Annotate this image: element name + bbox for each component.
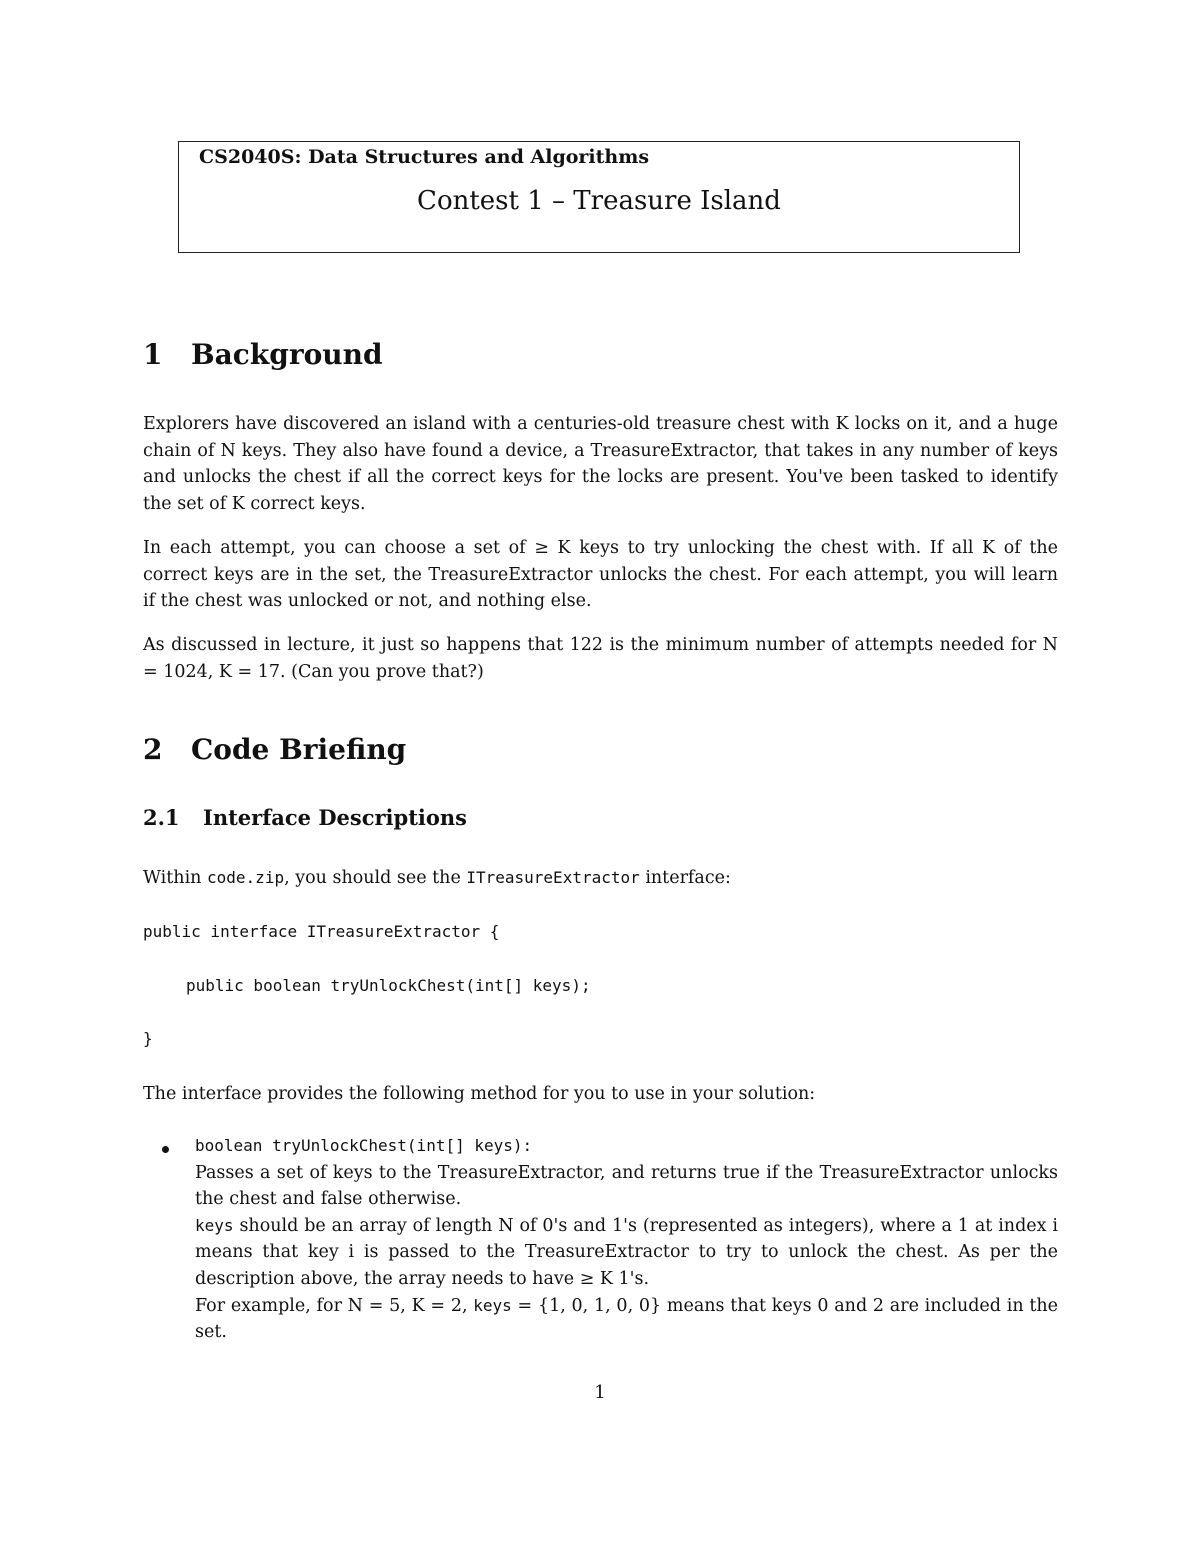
section-number: 2 [143,733,163,766]
contest-title: Contest 1 – Treasure Island [417,186,781,216]
course-title: CS2040S: Data Structures and Algorithms [199,146,650,168]
code-inline: ITreasureExtractor [466,868,640,887]
code-line: public interface ITreasureExtractor { [143,922,500,941]
bullet-icon [162,1146,169,1153]
subsection-heading-interface [143,805,467,830]
section-heading-background [143,338,383,371]
method-bullet [195,1133,1058,1346]
interface-intro: Within code.zip, you should see the ITreasureExtractor interface: [143,868,731,888]
method-intro: The interface provides the following method for you to use in your solution: [143,1084,816,1104]
section-title: Code Briefing [191,733,407,766]
method-description-2: keys should be an array of length N of 0's and 1's (represented as integers), where a 1 at index i means that key i is passed to the TreasureExtractor to try to unlock the chest. As per the description above, the array needs to have ≥ K 1's. [195,1215,1058,1289]
code-inline: code.zip [207,868,285,887]
method-description-1: Passes a set of keys to the TreasureExtractor, and returns true if the TreasureExtractor unlocks the chest and false otherwise. [195,1162,1058,1210]
page-number: 1 [594,1382,606,1403]
paragraph-background-2: In each attempt, you can choose a set of ≥ K keys to try unlocking the chest with. If all K of the correct keys are in the set, the TreasureExtractor unlocks the chest. For each attempt, you will learn if the chest was unlocked or not, and nothing else. [143,538,1058,612]
method-description-3: For example, for N = 5, K = 2, keys = {1, 0, 1, 0, 0} means that keys 0 and 2 are included in the set. [195,1295,1059,1343]
section-number: 1 [143,338,163,371]
paragraph-background-1: Explorers have discovered an island with a centuries-old treasure chest with K locks on it, and a huge chain of N keys. They also have found a device, a TreasureExtractor, that takes in any number of keys and unlocks the chest if all the correct keys for the locks are present. You've been tasked to identify the set of K correct keys. [143,414,1058,514]
subsection-title: Interface Descriptions [203,805,467,830]
code-line: public boolean tryUnlockChest(int[] keys); [186,976,591,995]
code-line: } [143,1029,153,1048]
section-heading-code-briefing [143,733,406,766]
method-signature: boolean tryUnlockChest(int[] keys): [195,1136,533,1155]
title-box [178,141,1020,253]
section-title: Background [191,338,383,371]
subsection-number: 2.1 [143,805,180,830]
paragraph-background-3: As discussed in lecture, it just so happens that 122 is the minimum number of attempts needed for N = 1024, K = 17. (Can you prove that?) [143,635,1058,682]
